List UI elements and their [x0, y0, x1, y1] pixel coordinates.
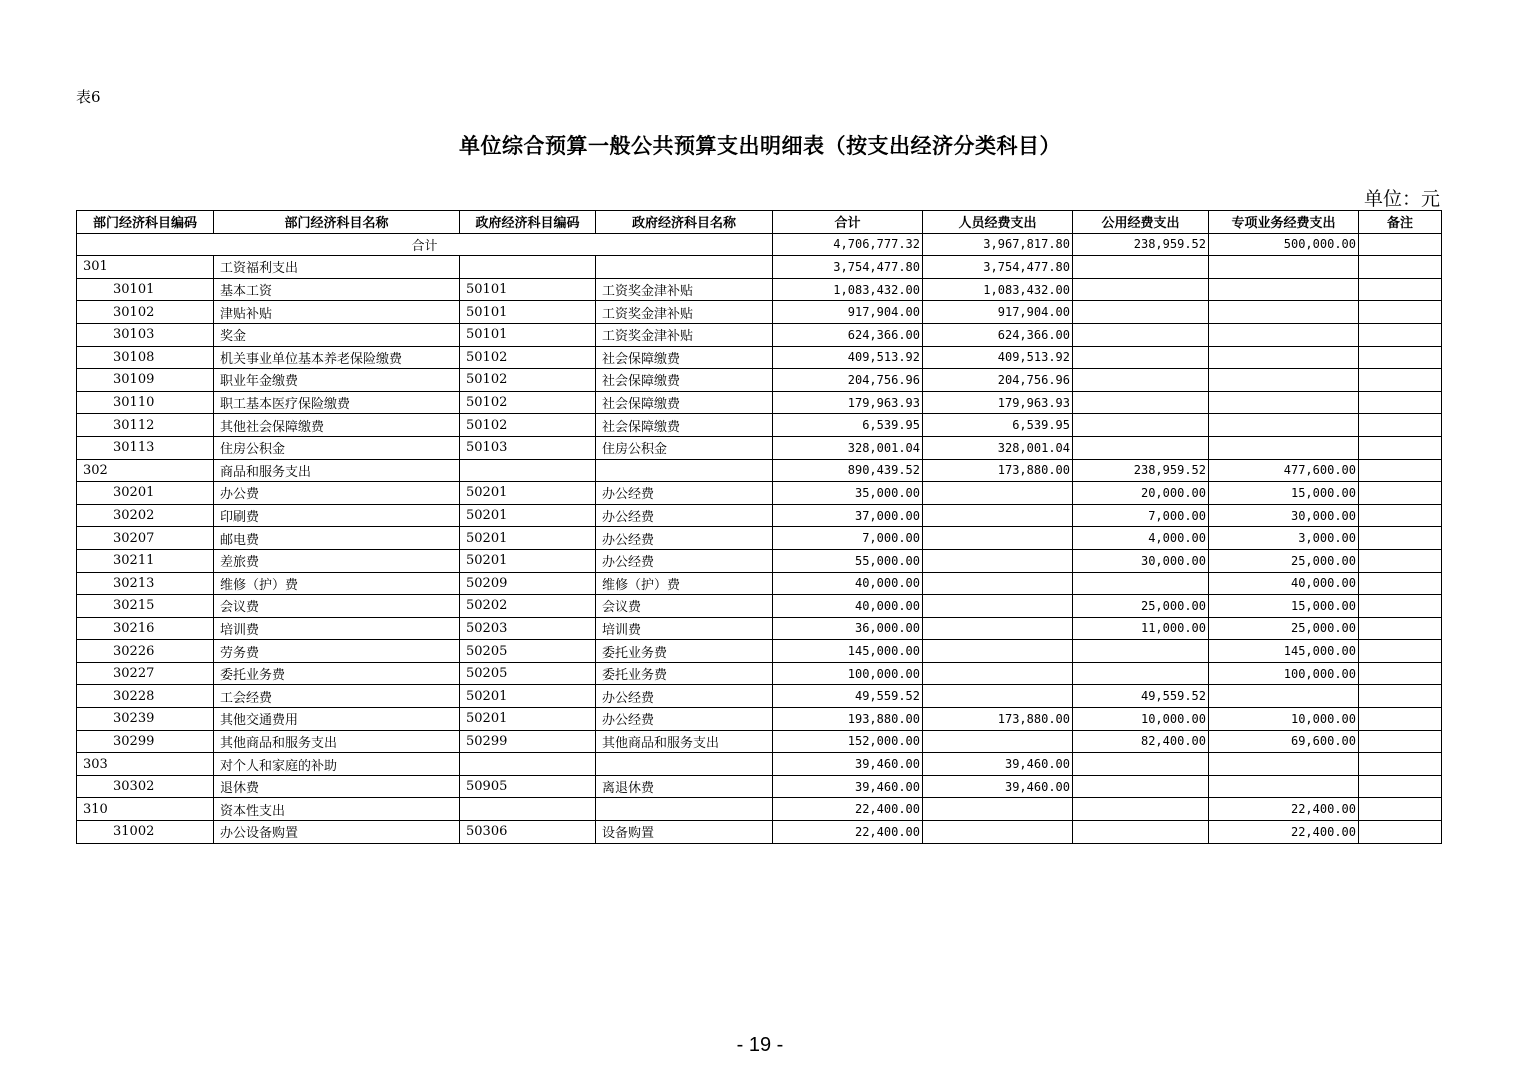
dept-code-cell: 30228 [77, 685, 214, 708]
public-cell [1073, 572, 1209, 595]
total-cell: 39,460.00 [773, 753, 923, 776]
public-cell [1073, 369, 1209, 392]
gov-name-cell [596, 256, 773, 279]
dept-name-cell: 退休费 [214, 775, 460, 798]
gov-code-cell: 50203 [460, 617, 596, 640]
public-cell: 49,559.52 [1073, 685, 1209, 708]
public-cell: 10,000.00 [1073, 708, 1209, 731]
personnel-cell [923, 504, 1073, 527]
special-cell: 477,600.00 [1209, 459, 1359, 482]
personnel-cell [923, 617, 1073, 640]
note-cell [1359, 414, 1442, 437]
dept-code-cell: 302 [77, 459, 214, 482]
gov-code-cell: 50299 [460, 730, 596, 753]
total-cell: 37,000.00 [773, 504, 923, 527]
note-cell [1359, 549, 1442, 572]
note-cell [1359, 572, 1442, 595]
personnel-cell: 409,513.92 [923, 346, 1073, 369]
gov-code-cell: 50201 [460, 549, 596, 572]
dept-name-cell: 住房公积金 [214, 436, 460, 459]
header-personnel: 人员经费支出 [923, 211, 1073, 234]
gov-code-cell: 50102 [460, 369, 596, 392]
gov-code-cell [460, 798, 596, 821]
gov-name-cell: 工资奖金津补贴 [596, 301, 773, 324]
personnel-cell: 328,001.04 [923, 436, 1073, 459]
dept-name-cell: 委托业务费 [214, 662, 460, 685]
personnel-cell: 1,083,432.00 [923, 278, 1073, 301]
total-cell: 22,400.00 [773, 798, 923, 821]
dept-name-cell: 差旅费 [214, 549, 460, 572]
gov-code-cell [460, 459, 596, 482]
note-cell [1359, 753, 1442, 776]
gov-name-cell [596, 753, 773, 776]
header-gov-name: 政府经济科目名称 [596, 211, 773, 234]
special-cell: 15,000.00 [1209, 482, 1359, 505]
dept-code-cell: 301 [77, 256, 214, 279]
gov-name-cell: 培训费 [596, 617, 773, 640]
gov-name-cell: 办公经费 [596, 527, 773, 550]
dept-code-cell: 30109 [77, 369, 214, 392]
gov-name-cell: 会议费 [596, 595, 773, 618]
table-row [77, 572, 1442, 595]
dept-code-cell: 30110 [77, 391, 214, 414]
dept-name-cell: 商品和服务支出 [214, 459, 460, 482]
total-cell: 624,366.00 [773, 323, 923, 346]
dept-code-cell: 31002 [77, 821, 214, 844]
total-cell: 145,000.00 [773, 640, 923, 663]
public-cell [1073, 278, 1209, 301]
total-cell: 35,000.00 [773, 482, 923, 505]
personnel-cell: 917,904.00 [923, 301, 1073, 324]
public-cell [1073, 821, 1209, 844]
dept-name-cell: 基本工资 [214, 278, 460, 301]
table-row [77, 821, 1442, 844]
gov-name-cell [596, 459, 773, 482]
table-row [77, 662, 1442, 685]
page-number: - 19 - [736, 1034, 784, 1056]
note-cell [1359, 482, 1442, 505]
note-cell [1359, 391, 1442, 414]
gov-code-cell: 50202 [460, 595, 596, 618]
table-row [77, 730, 1442, 753]
header-note: 备注 [1359, 211, 1442, 234]
note-cell [1359, 436, 1442, 459]
gov-code-cell: 50101 [460, 323, 596, 346]
gov-code-cell: 50905 [460, 775, 596, 798]
table-number: 表6 [76, 88, 101, 106]
special-cell [1209, 369, 1359, 392]
header-total: 合计 [773, 211, 923, 234]
table-row [77, 391, 1442, 414]
dept-name-cell: 资本性支出 [214, 798, 460, 821]
gov-code-cell: 50201 [460, 685, 596, 708]
dept-code-cell: 30108 [77, 346, 214, 369]
dept-name-cell: 邮电费 [214, 527, 460, 550]
note-cell [1359, 775, 1442, 798]
personnel-cell: 39,460.00 [923, 753, 1073, 776]
personnel-cell [923, 572, 1073, 595]
note-cell [1359, 685, 1442, 708]
personnel-cell [923, 821, 1073, 844]
table-row [77, 301, 1442, 324]
personnel-cell: 204,756.96 [923, 369, 1073, 392]
special-cell: 22,400.00 [1209, 798, 1359, 821]
table-row [77, 527, 1442, 550]
special-cell [1209, 753, 1359, 776]
header-gov-code: 政府经济科目编码 [460, 211, 596, 234]
dept-name-cell: 工资福利支出 [214, 256, 460, 279]
special-cell [1209, 436, 1359, 459]
gov-name-cell [596, 798, 773, 821]
note-cell [1359, 301, 1442, 324]
header-public: 公用经费支出 [1073, 211, 1209, 234]
table-row [77, 549, 1442, 572]
total-cell: 3,754,477.80 [773, 256, 923, 279]
note-cell [1359, 708, 1442, 731]
personnel-cell [923, 662, 1073, 685]
special-cell: 3,000.00 [1209, 527, 1359, 550]
table-row [77, 256, 1442, 279]
table-row [77, 346, 1442, 369]
special-cell: 25,000.00 [1209, 617, 1359, 640]
gov-name-cell: 社会保障缴费 [596, 369, 773, 392]
header-dept-code: 部门经济科目编码 [77, 211, 214, 234]
gov-code-cell: 50102 [460, 391, 596, 414]
public-cell [1073, 640, 1209, 663]
public-cell [1073, 256, 1209, 279]
note-cell [1359, 459, 1442, 482]
dept-code-cell: 30103 [77, 323, 214, 346]
dept-code-cell: 30101 [77, 278, 214, 301]
gov-name-cell: 工资奖金津补贴 [596, 278, 773, 301]
table-row [77, 798, 1442, 821]
total-cell: 917,904.00 [773, 301, 923, 324]
total-cell: 328,001.04 [773, 436, 923, 459]
dept-code-cell: 303 [77, 753, 214, 776]
special-cell: 10,000.00 [1209, 708, 1359, 731]
note-cell [1359, 346, 1442, 369]
dept-code-cell: 30207 [77, 527, 214, 550]
dept-name-cell: 职工基本医疗保险缴费 [214, 391, 460, 414]
public-cell [1073, 798, 1209, 821]
total-cell: 22,400.00 [773, 821, 923, 844]
gov-code-cell [460, 256, 596, 279]
note-cell [1359, 278, 1442, 301]
budget-table [76, 210, 1442, 844]
gov-code-cell: 50205 [460, 662, 596, 685]
gov-code-cell: 50101 [460, 278, 596, 301]
public-cell: 4,000.00 [1073, 527, 1209, 550]
table-row [77, 459, 1442, 482]
total-cell: 409,513.92 [773, 346, 923, 369]
personnel-cell: 3,754,477.80 [923, 256, 1073, 279]
gov-code-cell: 50201 [460, 482, 596, 505]
table-row [77, 323, 1442, 346]
personnel-cell [923, 549, 1073, 572]
note-cell [1359, 821, 1442, 844]
dept-code-cell: 30202 [77, 504, 214, 527]
total-note [1359, 233, 1442, 256]
dept-name-cell: 机关事业单位基本养老保险缴费 [214, 346, 460, 369]
header-dept-name: 部门经济科目名称 [214, 211, 460, 234]
special-cell [1209, 278, 1359, 301]
gov-name-cell: 办公经费 [596, 549, 773, 572]
gov-code-cell: 50102 [460, 414, 596, 437]
dept-code-cell: 310 [77, 798, 214, 821]
dept-name-cell: 其他商品和服务支出 [214, 730, 460, 753]
gov-name-cell: 办公经费 [596, 482, 773, 505]
dept-name-cell: 奖金 [214, 323, 460, 346]
public-cell: 11,000.00 [1073, 617, 1209, 640]
personnel-cell: 39,460.00 [923, 775, 1073, 798]
personnel-cell [923, 730, 1073, 753]
special-cell: 69,600.00 [1209, 730, 1359, 753]
table-row [77, 482, 1442, 505]
dept-name-cell: 津贴补贴 [214, 301, 460, 324]
public-cell [1073, 436, 1209, 459]
personnel-cell [923, 685, 1073, 708]
total-cell: 40,000.00 [773, 595, 923, 618]
gov-code-cell: 50205 [460, 640, 596, 663]
special-cell: 25,000.00 [1209, 549, 1359, 572]
total-cell: 204,756.96 [773, 369, 923, 392]
dept-code-cell: 30302 [77, 775, 214, 798]
special-cell [1209, 346, 1359, 369]
special-cell [1209, 256, 1359, 279]
personnel-cell [923, 595, 1073, 618]
note-cell [1359, 798, 1442, 821]
gov-code-cell: 50201 [460, 504, 596, 527]
public-cell [1073, 323, 1209, 346]
table-row [77, 504, 1442, 527]
dept-code-cell: 30112 [77, 414, 214, 437]
dept-code-cell: 30239 [77, 708, 214, 731]
special-cell [1209, 414, 1359, 437]
table-row [77, 685, 1442, 708]
note-cell [1359, 617, 1442, 640]
dept-name-cell: 维修（护）费 [214, 572, 460, 595]
note-cell [1359, 730, 1442, 753]
personnel-cell [923, 798, 1073, 821]
table-row [77, 617, 1442, 640]
dept-code-cell: 30211 [77, 549, 214, 572]
table-row [77, 414, 1442, 437]
note-cell [1359, 323, 1442, 346]
total-public: 238,959.52 [1073, 233, 1209, 256]
total-cell: 152,000.00 [773, 730, 923, 753]
table-row [77, 753, 1442, 776]
personnel-cell: 624,366.00 [923, 323, 1073, 346]
special-cell: 100,000.00 [1209, 662, 1359, 685]
dept-code-cell: 30227 [77, 662, 214, 685]
public-cell [1073, 301, 1209, 324]
table-row [77, 278, 1442, 301]
gov-name-cell: 维修（护）费 [596, 572, 773, 595]
total-cell: 1,083,432.00 [773, 278, 923, 301]
total-sum: 4,706,777.32 [773, 233, 923, 256]
total-cell: 55,000.00 [773, 549, 923, 572]
dept-name-cell: 工会经费 [214, 685, 460, 708]
table-row [77, 775, 1442, 798]
special-cell [1209, 391, 1359, 414]
total-label: 合计 [77, 233, 773, 256]
special-cell: 22,400.00 [1209, 821, 1359, 844]
public-cell [1073, 775, 1209, 798]
dept-code-cell: 30201 [77, 482, 214, 505]
personnel-cell: 173,880.00 [923, 459, 1073, 482]
header-special: 专项业务经费支出 [1209, 211, 1359, 234]
special-cell: 40,000.00 [1209, 572, 1359, 595]
total-personnel: 3,967,817.80 [923, 233, 1073, 256]
public-cell: 82,400.00 [1073, 730, 1209, 753]
public-cell: 7,000.00 [1073, 504, 1209, 527]
special-cell: 30,000.00 [1209, 504, 1359, 527]
total-cell: 890,439.52 [773, 459, 923, 482]
public-cell [1073, 346, 1209, 369]
total-row [77, 233, 1442, 256]
personnel-cell: 179,963.93 [923, 391, 1073, 414]
dept-code-cell: 30226 [77, 640, 214, 663]
dept-code-cell: 30113 [77, 436, 214, 459]
note-cell [1359, 369, 1442, 392]
special-cell [1209, 685, 1359, 708]
dept-name-cell: 办公费 [214, 482, 460, 505]
table-row [77, 640, 1442, 663]
note-cell [1359, 504, 1442, 527]
total-cell: 40,000.00 [773, 572, 923, 595]
public-cell [1073, 391, 1209, 414]
dept-name-cell: 职业年金缴费 [214, 369, 460, 392]
gov-name-cell: 工资奖金津补贴 [596, 323, 773, 346]
special-cell [1209, 301, 1359, 324]
personnel-cell: 6,539.95 [923, 414, 1073, 437]
gov-name-cell: 社会保障缴费 [596, 414, 773, 437]
gov-code-cell: 50201 [460, 708, 596, 731]
dept-code-cell: 30215 [77, 595, 214, 618]
table-row [77, 595, 1442, 618]
personnel-cell [923, 527, 1073, 550]
gov-name-cell: 离退休费 [596, 775, 773, 798]
total-cell: 6,539.95 [773, 414, 923, 437]
public-cell: 30,000.00 [1073, 549, 1209, 572]
gov-code-cell [460, 753, 596, 776]
dept-name-cell: 印刷费 [214, 504, 460, 527]
total-cell: 179,963.93 [773, 391, 923, 414]
gov-code-cell: 50306 [460, 821, 596, 844]
dept-name-cell: 对个人和家庭的补助 [214, 753, 460, 776]
gov-code-cell: 50201 [460, 527, 596, 550]
gov-name-cell: 委托业务费 [596, 640, 773, 663]
gov-code-cell: 50101 [460, 301, 596, 324]
special-cell [1209, 323, 1359, 346]
dept-code-cell: 30299 [77, 730, 214, 753]
total-cell: 49,559.52 [773, 685, 923, 708]
personnel-cell [923, 482, 1073, 505]
gov-name-cell: 住房公积金 [596, 436, 773, 459]
gov-name-cell: 委托业务费 [596, 662, 773, 685]
dept-name-cell: 会议费 [214, 595, 460, 618]
unit-label: 单位：元 [1363, 188, 1440, 210]
public-cell [1073, 414, 1209, 437]
note-cell [1359, 527, 1442, 550]
public-cell: 25,000.00 [1073, 595, 1209, 618]
dept-code-cell: 30213 [77, 572, 214, 595]
note-cell [1359, 595, 1442, 618]
total-cell: 7,000.00 [773, 527, 923, 550]
table-row [77, 708, 1442, 731]
total-special: 500,000.00 [1209, 233, 1359, 256]
total-cell: 36,000.00 [773, 617, 923, 640]
page-title: 单位综合预算一般公共预算支出明细表（按支出经济分类科目） [459, 133, 1061, 158]
public-cell: 20,000.00 [1073, 482, 1209, 505]
gov-name-cell: 办公经费 [596, 504, 773, 527]
total-cell: 100,000.00 [773, 662, 923, 685]
gov-code-cell: 50102 [460, 346, 596, 369]
gov-code-cell: 50209 [460, 572, 596, 595]
total-cell: 193,880.00 [773, 708, 923, 731]
special-cell: 15,000.00 [1209, 595, 1359, 618]
gov-name-cell: 其他商品和服务支出 [596, 730, 773, 753]
gov-name-cell: 办公经费 [596, 685, 773, 708]
public-cell [1073, 753, 1209, 776]
special-cell [1209, 775, 1359, 798]
gov-name-cell: 设备购置 [596, 821, 773, 844]
table-row [77, 369, 1442, 392]
personnel-cell: 173,880.00 [923, 708, 1073, 731]
public-cell [1073, 662, 1209, 685]
dept-name-cell: 其他交通费用 [214, 708, 460, 731]
dept-name-cell: 劳务费 [214, 640, 460, 663]
special-cell: 145,000.00 [1209, 640, 1359, 663]
dept-name-cell: 其他社会保障缴费 [214, 414, 460, 437]
personnel-cell [923, 640, 1073, 663]
note-cell [1359, 256, 1442, 279]
dept-code-cell: 30216 [77, 617, 214, 640]
public-cell: 238,959.52 [1073, 459, 1209, 482]
table-row [77, 436, 1442, 459]
total-cell: 39,460.00 [773, 775, 923, 798]
table-header-row [77, 211, 1442, 234]
gov-name-cell: 办公经费 [596, 708, 773, 731]
dept-name-cell: 培训费 [214, 617, 460, 640]
dept-code-cell: 30102 [77, 301, 214, 324]
dept-name-cell: 办公设备购置 [214, 821, 460, 844]
gov-code-cell: 50103 [460, 436, 596, 459]
note-cell [1359, 662, 1442, 685]
gov-name-cell: 社会保障缴费 [596, 346, 773, 369]
note-cell [1359, 640, 1442, 663]
gov-name-cell: 社会保障缴费 [596, 391, 773, 414]
